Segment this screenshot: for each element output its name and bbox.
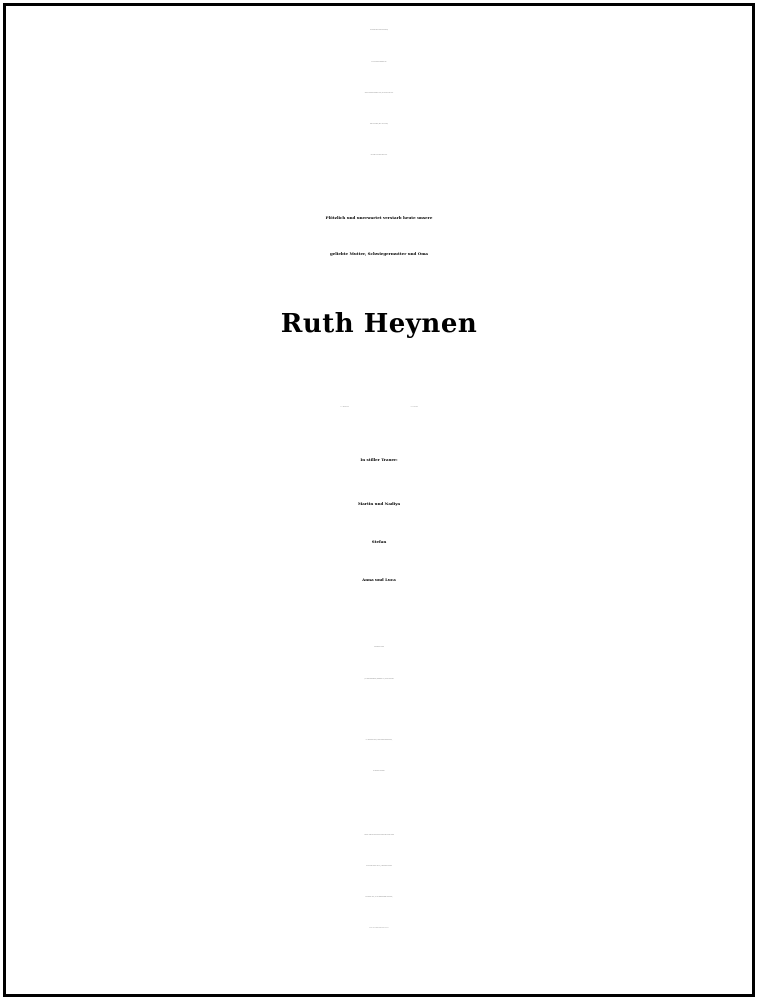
poem-line-3: Was ich getan in meinem Leben, ich tat es nur für euch. (364, 93, 394, 94)
address-line-2: c/o Ernst Bestattungen, Staasstraße 48, 42369 Wuppertal (364, 679, 394, 680)
burial-line-2: im engsten Kreis statt. (373, 771, 385, 772)
donation-line-2: wir um eine Spende für die „Kinderhospiz-Stiftung (366, 866, 392, 867)
notice-border (3, 3, 755, 997)
birth-date: * 4. August 1936 (340, 407, 349, 408)
poem-line-5: als Dank bleibt einig unter euch. (370, 155, 388, 156)
intro-line-1: Plötzlich und unerwartet verstarb heute unsere (325, 215, 433, 220)
donation-line-4: IBAN: DE42 3305 0000 0000 9799 97. (369, 928, 389, 929)
mourner-2: Stefan (371, 539, 387, 544)
poem-line-1: Doch lasset mich in stillen Stunden, (369, 30, 389, 31)
address-line-1: Trauerhaus Heynen (373, 647, 385, 648)
death-date: † 31. Juli 2021 (410, 407, 418, 408)
poem-line-4: Was ich gekonnt, hab` ich gegeben, (369, 124, 389, 125)
intro-line-2: geliebte Mutter, Schwiegermutter und Oma (329, 251, 429, 256)
poem-line-2: bei euch sein so manches Mal. (371, 62, 387, 63)
mourners-heading: In stiller Trauer: (360, 457, 398, 462)
mourner-3: Anna und Luca (362, 577, 396, 582)
burial-line-1: Die Beisetzung findet, ihrem Wunsch entsprechend, (365, 740, 393, 741)
mourner-1: Martin und Nadiya (357, 501, 401, 506)
donation-line-1: Anstelle freundlich zugedachter Blumen und Kränze bitten (364, 835, 394, 836)
deceased-name: Ruth Heynen (280, 309, 478, 339)
life-dates (0, 407, 758, 408)
donation-line-3: Bergisches Land", bei der Stadtsparkasse Wuppertal, (365, 897, 393, 898)
